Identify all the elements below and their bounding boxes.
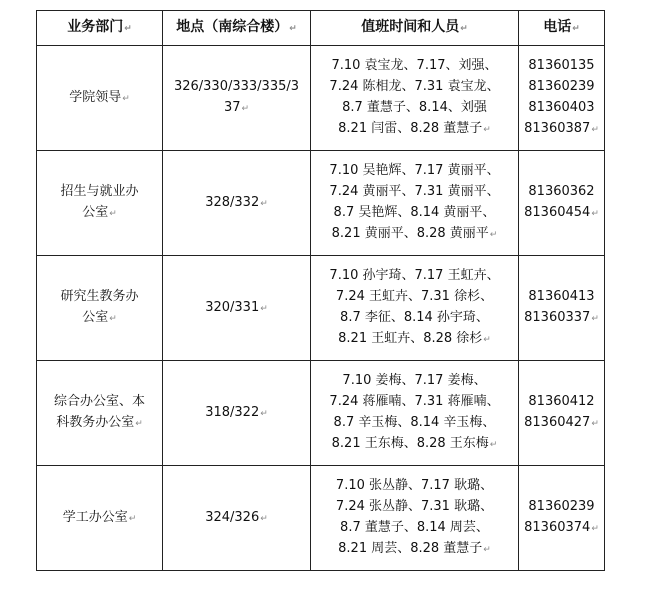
paragraph-mark: ↵ bbox=[483, 125, 491, 135]
duty-cell bbox=[311, 256, 519, 361]
dept-cell-line: 公室↵ bbox=[82, 310, 117, 325]
dept-cell-line: 招生与就业办 bbox=[60, 184, 139, 199]
paragraph-mark: ↵ bbox=[591, 314, 599, 324]
duty-cell-line: 8.7 吴艳辉、8.14 黄丽平、 bbox=[333, 205, 496, 220]
paragraph-mark: ↵ bbox=[122, 93, 130, 104]
dept-cell bbox=[37, 46, 163, 151]
paragraph-mark: ↵ bbox=[260, 303, 268, 314]
phone-cell-line: 81360387↵ bbox=[524, 121, 599, 136]
duty-cell-line: 8.21 王东梅、8.28 王东梅↵ bbox=[331, 436, 498, 451]
header-phone: 电话↵ bbox=[519, 11, 605, 46]
paragraph-mark: ↵ bbox=[109, 314, 117, 324]
header-location: 地点（南综合楼）↵ bbox=[163, 11, 311, 46]
location-cell-line: 324/326↵ bbox=[205, 509, 268, 525]
phone-cell-line: 81360239 bbox=[528, 499, 595, 514]
dept-cell-line: 综合办公室、本 bbox=[53, 394, 145, 409]
phone-cell bbox=[519, 151, 605, 256]
phone-cell-line: 81360135 bbox=[528, 58, 595, 73]
paragraph-mark: ↵ bbox=[591, 125, 599, 135]
duty-cell-line: 7.24 王虹卉、7.31 徐杉、 bbox=[335, 289, 494, 304]
dept-cell-line: 研究生教务办 bbox=[60, 289, 139, 304]
duty-cell-line: 7.10 吴艳辉、7.17 黄丽平、 bbox=[329, 163, 500, 178]
location-cell-line: 328/332↵ bbox=[205, 194, 268, 210]
dept-cell bbox=[37, 256, 163, 361]
duty-schedule-table bbox=[36, 10, 605, 571]
duty-cell-line: 8.21 周芸、8.28 董慧子↵ bbox=[338, 541, 491, 556]
duty-cell-line: 7.10 张丛静、7.17 耿璐、 bbox=[335, 478, 494, 493]
duty-cell-line: 8.21 王虹卉、8.28 徐杉↵ bbox=[338, 331, 491, 346]
paragraph-mark: ↵ bbox=[260, 198, 268, 209]
location-cell bbox=[163, 466, 311, 571]
duty-cell-line: 7.10 袁宝龙、7.17、刘强、 bbox=[331, 58, 498, 73]
phone-cell-line: 81360239 bbox=[528, 79, 595, 94]
duty-cell-line: 8.21 黄丽平、8.28 黄丽平↵ bbox=[331, 226, 498, 241]
phone-cell-line: 81360427↵ bbox=[524, 415, 599, 430]
location-cell-line: 326/330/333/335/3 bbox=[173, 79, 300, 94]
phone-cell-line: 81360412 bbox=[528, 394, 595, 409]
dept-cell-line: 科教务办公室↵ bbox=[56, 415, 143, 430]
paragraph-mark: ↵ bbox=[109, 209, 117, 219]
dept-cell-line: 学院领导↵ bbox=[69, 89, 130, 105]
dept-cell bbox=[37, 151, 163, 256]
dept-cell bbox=[37, 361, 163, 466]
duty-cell bbox=[311, 46, 519, 151]
dept-cell-line: 公室↵ bbox=[82, 205, 117, 220]
phone-cell-line: 81360374↵ bbox=[524, 520, 599, 535]
phone-cell-line: 81360454↵ bbox=[524, 205, 599, 220]
paragraph-mark: ↵ bbox=[128, 513, 137, 524]
table-row bbox=[37, 151, 605, 256]
paragraph-mark: ↵ bbox=[591, 419, 599, 429]
header-dept: 业务部门↵ bbox=[37, 11, 163, 46]
location-cell bbox=[163, 46, 311, 151]
table-row bbox=[37, 46, 605, 151]
paragraph-mark: ↵ bbox=[260, 513, 268, 524]
phone-cell bbox=[519, 46, 605, 151]
duty-cell-line: 8.7 李征、8.14 孙宇琦、 bbox=[340, 310, 489, 325]
phone-cell-line: 81360337↵ bbox=[524, 310, 599, 325]
location-cell-line: 320/331↵ bbox=[205, 299, 268, 315]
duty-cell bbox=[311, 361, 519, 466]
location-cell-line: 318/322↵ bbox=[205, 404, 268, 420]
duty-cell-line: 7.24 黄丽平、7.31 黄丽平、 bbox=[329, 184, 500, 199]
table-row bbox=[37, 256, 605, 361]
duty-cell bbox=[311, 151, 519, 256]
duty-cell-line: 8.7 辛玉梅、8.14 辛玉梅、 bbox=[333, 415, 496, 430]
location-cell bbox=[163, 361, 311, 466]
location-cell bbox=[163, 256, 311, 361]
duty-cell-line: 7.24 陈相龙、7.31 袁宝龙、 bbox=[329, 79, 500, 94]
paragraph-mark: ↵ bbox=[591, 209, 599, 219]
paragraph-mark: ↵ bbox=[489, 230, 498, 240]
table-row bbox=[37, 466, 605, 571]
duty-cell-line: 8.7 董慧子、8.14 周芸、 bbox=[340, 520, 489, 535]
header-row bbox=[37, 11, 605, 46]
duty-cell-line: 7.10 孙宇琦、7.17 王虹卉、 bbox=[329, 268, 500, 283]
duty-cell-line: 7.24 张丛静、7.31 耿璐、 bbox=[335, 499, 494, 514]
location-cell-line: 37↵ bbox=[223, 100, 250, 115]
paragraph-mark: ↵ bbox=[591, 524, 599, 534]
duty-cell-line: 8.7 董慧子、8.14、刘强 bbox=[342, 100, 487, 115]
paragraph-mark: ↵ bbox=[260, 408, 268, 419]
duty-cell bbox=[311, 466, 519, 571]
phone-cell bbox=[519, 361, 605, 466]
dept-cell bbox=[37, 466, 163, 571]
table-row bbox=[37, 361, 605, 466]
header-duty: 值班时间和人员↵ bbox=[311, 11, 519, 46]
location-cell bbox=[163, 151, 311, 256]
paragraph-mark: ↵ bbox=[489, 440, 498, 450]
phone-cell-line: 81360413 bbox=[528, 289, 595, 304]
paragraph-mark: ↵ bbox=[483, 545, 491, 555]
phone-cell-line: 81360362 bbox=[528, 184, 595, 199]
dept-cell-line: 学工办公室↵ bbox=[62, 509, 137, 525]
phone-cell-line: 81360403 bbox=[528, 100, 595, 115]
duty-cell-line: 8.21 闫雷、8.28 董慧子↵ bbox=[338, 121, 491, 136]
duty-cell-line: 7.10 姜梅、7.17 姜梅、 bbox=[342, 373, 487, 388]
phone-cell bbox=[519, 466, 605, 571]
phone-cell bbox=[519, 256, 605, 361]
paragraph-mark: ↵ bbox=[241, 104, 250, 114]
duty-cell-line: 7.24 蒋雁喃、7.31 蒋雁喃、 bbox=[329, 394, 500, 409]
paragraph-mark: ↵ bbox=[483, 335, 491, 345]
paragraph-mark: ↵ bbox=[135, 419, 143, 429]
